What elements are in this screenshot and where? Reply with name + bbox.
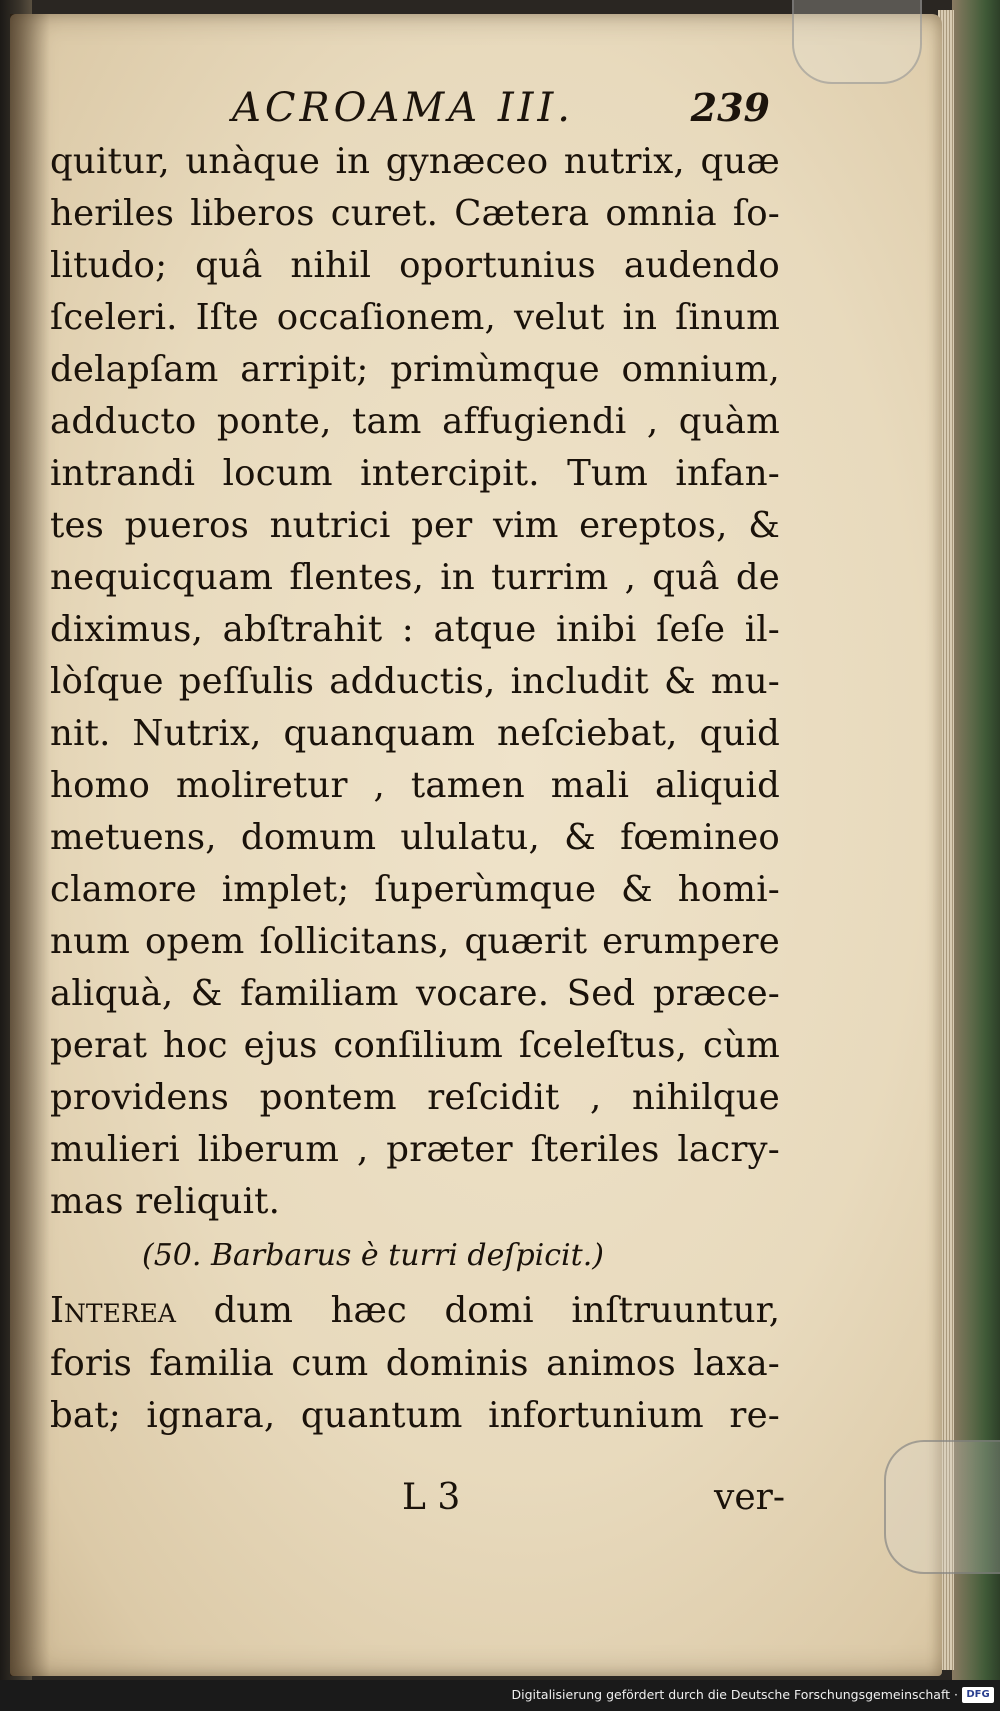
text-line: diximus, abſtrahit : atque inibi ſeſe il- <box>50 609 780 650</box>
paragraph-initial-word: Interea <box>50 1290 176 1331</box>
text-line: delapſam arripit; primùmque omnium, <box>50 349 780 390</box>
background-edge <box>952 0 1000 1680</box>
credit-bar <box>0 1680 1000 1711</box>
text-line-last: mas reliquit. <box>50 1181 281 1222</box>
section-caption: (50. Barbarus è turri deſpicit.) <box>142 1238 604 1273</box>
page-footer <box>50 1472 785 1524</box>
text-line: ſceleri. Iſte occaſionem, velut in ſinum <box>50 297 780 338</box>
text-line: metuens, domum ululatu, & fœmineo <box>50 817 780 858</box>
text-line: nequicquam flentes, in turrim , quâ de <box>50 557 780 598</box>
text-line: foris familia cum dominis animos laxa- <box>50 1343 780 1384</box>
text-line: quitur, unàque in gynæceo nutrix, quæ <box>50 141 780 182</box>
text-line: perat hoc ejus conſilium ſceleſtus, cùm <box>50 1025 780 1066</box>
running-title: ACROAMA III. <box>232 85 574 131</box>
paragraph-opening-rest: dum hæc domi inſtruuntur, <box>175 1290 780 1331</box>
text-line: heriles liberos curet. Cætera omnia ſo- <box>50 193 780 234</box>
credit-text: Digitalisierung gefördert durch die Deutsche Forschungsgemeinschaft · <box>511 1687 958 1702</box>
text-line: aliquà, & familiam vocare. Sed præce- <box>50 973 780 1014</box>
page-clip-top <box>792 0 922 84</box>
signature-mark: L 3 <box>402 1477 461 1518</box>
dfg-logo-icon: DFG <box>962 1687 994 1703</box>
text-line: litudo; quâ nihil oportunius audendo <box>50 245 780 286</box>
text-line: nit. Nutrix, quanquam neſciebat, quid <box>50 713 780 754</box>
text-line: mulieri liberum , præter ſteriles lacry- <box>50 1129 780 1170</box>
text-line: num opem ſollicitans, quærit erumpere <box>50 921 780 962</box>
page-number: 239 <box>690 85 770 130</box>
paragraph-opening-line <box>50 1284 780 1338</box>
text-line: providens pontem reſcidit , nihilque <box>50 1077 780 1118</box>
text-line: homo moliretur , tamen mali aliquid <box>50 765 780 806</box>
text-line: bat; ignara, quantum infortunium re- <box>50 1395 780 1436</box>
page-clip-bottom <box>884 1440 1000 1574</box>
text-line: adducto ponte, tam affugiendi , quàm <box>50 401 780 442</box>
text-line: lòſque peſſulis adductis, includit & mu- <box>50 661 780 702</box>
text-line: clamore implet; ſuperùmque & homi- <box>50 869 780 910</box>
text-line: tes pueros nutrici per vim ereptos, & <box>50 505 780 546</box>
text-line: intrandi locum intercipit. Tum infan- <box>50 453 780 494</box>
catchword: ver- <box>713 1477 785 1518</box>
page-header <box>180 82 770 134</box>
page-body <box>50 136 780 1442</box>
